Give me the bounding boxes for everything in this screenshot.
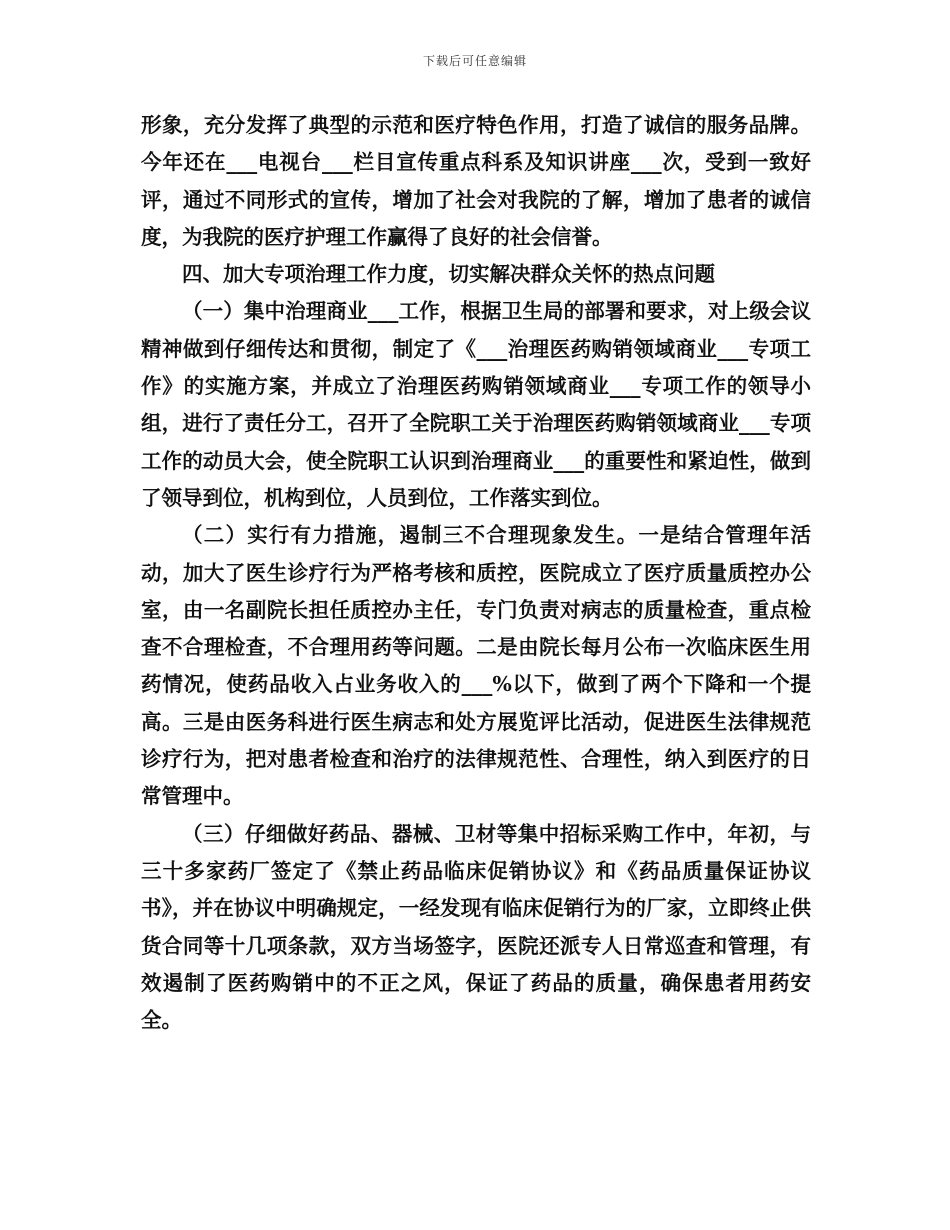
section-heading-special-governance: 四、加大专项治理工作力度，切实解决群众关怀的热点问题: [182, 262, 715, 287]
document-body: [141, 107, 811, 1039]
page-header: 下载后可任意编辑: [422, 54, 527, 68]
paragraph-commercial-governance: （一）集中治理商业___工作，根据卫生局的部署和要求，对上级会议精神做到仔细传达和贯彻，制定了《___治理医药购销领域商业___专项工作》的实施方案，并成立了治理医药购销领域商业___专项工作的领导小组，进行了责任分工，召开了全院职工关于治理医药购销领域商业___专项工作的动员大会，使全院职工认识到治理商业___的重要性和紧迫性，做到了领导到位，机构到位，人员到位，工作落实到位。: [141, 299, 811, 510]
paragraph-procurement: （三）仔细做好药品、器械、卫材等集中招标采购工作中，年初，与三十多家药厂签定了《禁止药品临床促销协议》和《药品质量保证协议书》，并在协议中明确规定，一经发现有临床促销行为的厂家，立即终止供货合同等十几项条款，双方当场签字，医院还派专人日常巡查和管理，有效遏制了医药购销中的不正之风，保证了药品的质量，确保患者用药安全。: [141, 821, 811, 1033]
paragraph-image-building: 形象，充分发挥了典型的示范和医疗特色作用，打造了诚信的服务品牌。今年还在___电视台___栏目宣传重点科系及知识讲座___次，受到一致好评，通过不同形式的宣传，增加了社会对我院的了解，增加了患者的诚信度，为我院的医疗护理工作赢得了良好的社会信誉。: [141, 113, 811, 249]
paragraph-measures: （二）实行有力措施，遏制三不合理现象发生。一是结合管理年活动，加大了医生诊疗行为严格考核和质控，医院成立了医疗质量质控办公室，由一名副院长担任质控办主任，专门负责对病志的质量检查，重点检查不合理检查，不合理用药等问题。二是由院长每月公布一次临床医生用药情况，使药品收入占业务收入的___%以下，做到了两个下降和一个提高。三是由医务科进行医生病志和处方展览评比活动，促进医生法律规范诊疗行为，把对患者检查和治疗的法律规范性、合理性，纳入到医疗的日常管理中。: [141, 523, 811, 809]
